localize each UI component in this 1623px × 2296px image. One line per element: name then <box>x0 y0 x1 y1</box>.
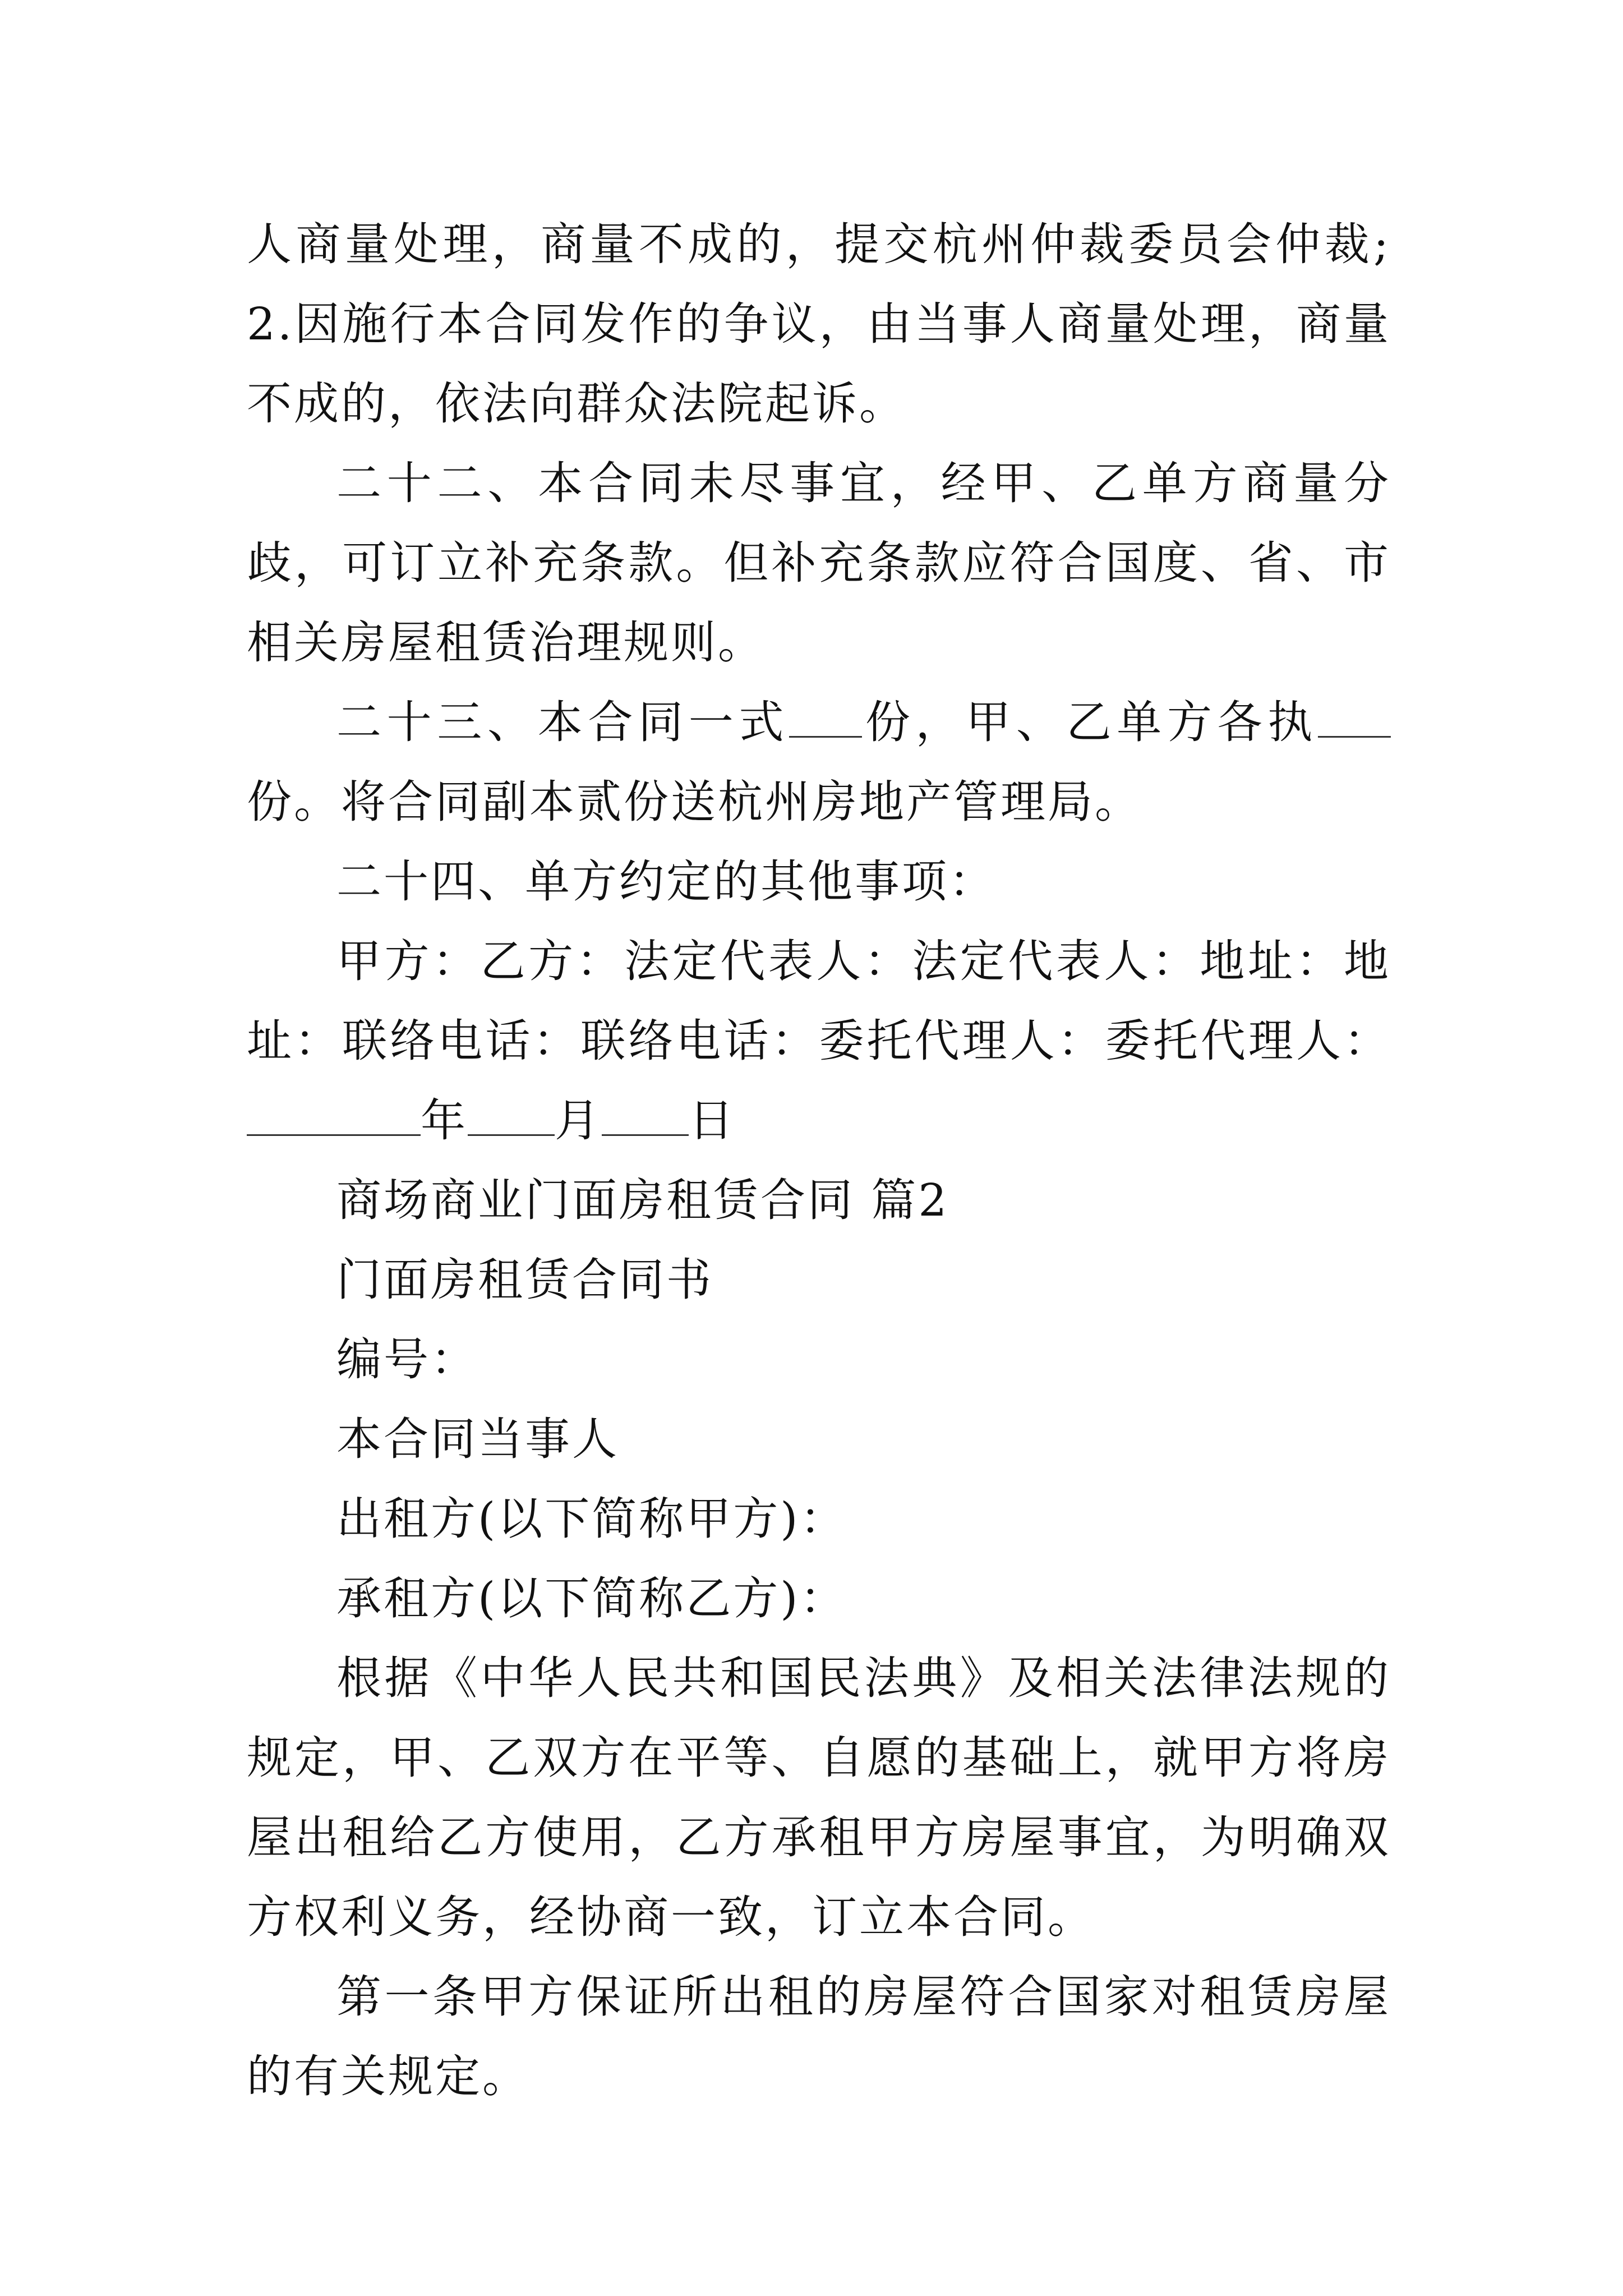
contract-title: 门面房租赁合同书 <box>336 1254 713 1306</box>
copies-each-blank <box>1318 693 1391 738</box>
paragraph-dispute-resolution: 人商量处理，商量不成的，提交杭州仲裁委员会仲裁;2.因施行本合同发作的争议，由当事人商量处理，商量不成的，依法向群众法院起诉。 <box>247 218 1391 430</box>
paragraph-preamble: 根据《中华人民共和国民法典》及相关法律法规的规定，甲、乙双方在平等、自愿的基础上，就甲方将房屋出租给乙方使用，乙方承租甲方房屋事宜，为明确双方权利义务，经协商一致，订立本合同。 <box>247 1652 1391 1943</box>
article-23-text-1: 二十三、本合同一式 <box>336 696 790 748</box>
paragraph-signatures <box>247 922 1391 1161</box>
paragraph-article-23 <box>247 683 1391 842</box>
signature-fields-text: 甲方：乙方：法定代表人：法定代表人：地址：地址：联络电话：联络电话：委托代理人：委托代理人： <box>247 935 1391 1067</box>
date-day-blank <box>602 1092 689 1136</box>
year-label: 年 <box>421 1094 468 1147</box>
lessor-label: 出租方(以下简称甲方)： <box>336 1493 847 1545</box>
document-body <box>247 205 1391 2116</box>
copies-total-blank <box>789 693 862 738</box>
contract-number-label: 编号： <box>336 1333 478 1386</box>
article-23-text-3: 份。将合同副本贰份送杭州房地产管理局。 <box>247 776 1142 828</box>
month-label: 月 <box>555 1094 602 1147</box>
paragraph-article-1: 第一条甲方保证所出租的房屋符合国家对租赁房屋的有关规定。 <box>247 1971 1391 2102</box>
date-year-prefix-blank <box>247 1092 421 1136</box>
day-label: 日 <box>689 1094 736 1147</box>
paragraph-article-24: 二十四、单方约定的其他事项： <box>336 855 996 908</box>
article-23-text-2: 份，甲、乙单方各执 <box>862 696 1318 748</box>
date-month-blank <box>468 1092 555 1136</box>
parties-heading: 本合同当事人 <box>336 1413 619 1465</box>
section-heading-part-2: 商场商业门面房租赁合同 篇2 <box>336 1174 949 1226</box>
paragraph-article-22: 二十二、本合同未尽事宜，经甲、乙单方商量分歧，可订立补充条款。但补充条款应符合国度、省、市相关房屋租赁治理规则。 <box>247 457 1391 669</box>
lessee-label: 承租方(以下简称乙方)： <box>336 1572 847 1625</box>
